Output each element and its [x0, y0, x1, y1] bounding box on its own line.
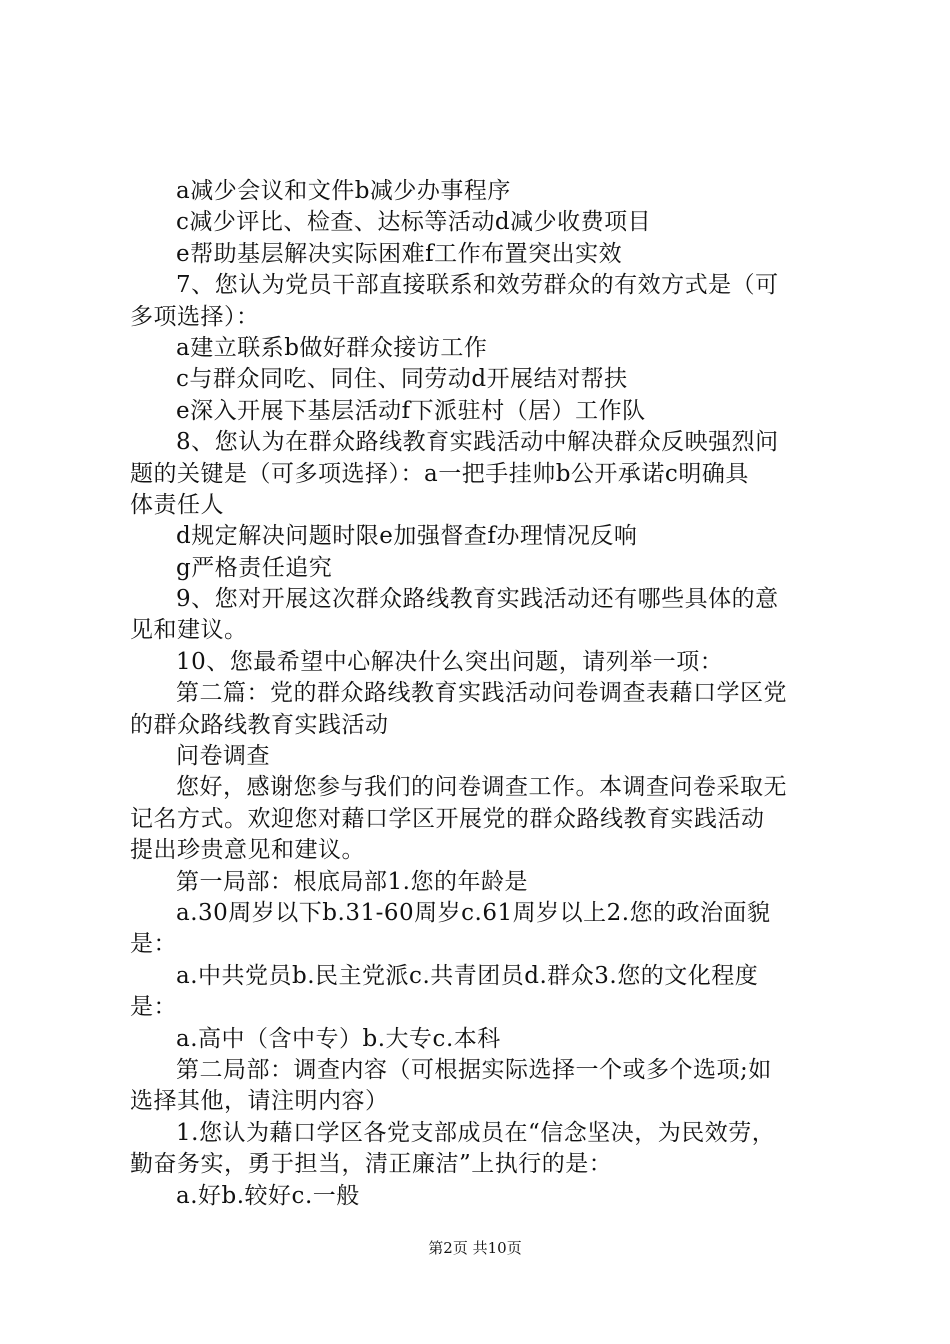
text-line: c减少评比、检查、达标等活动d减少收费项目 [176, 209, 652, 236]
text-line: d规定解决问题时限e加强督查f办理情况反响 [176, 523, 638, 550]
text-line: 多项选择）： [130, 303, 260, 330]
text-line: 9、您对开展这次群众路线教育实践活动还有哪些具体的意 [176, 586, 779, 613]
text-line: 1.您认为藉口学区各党支部成员在“信念坚决，为民效劳， [176, 1119, 776, 1146]
text-line: a减少会议和文件b减少办事程序 [176, 178, 511, 204]
text-line: 8、您认为在群众路线教育实践活动中解决群众反映强烈问 [176, 429, 779, 456]
text-line: e帮助基层解决实际困难f工作布置突出实效 [176, 240, 623, 267]
text-line: 题的关键是（可多项选择）：a一把手挂帅b公开承诺c明确具 [130, 460, 749, 487]
text-line: a.好b.较好c.一般 [176, 1182, 360, 1209]
text-line: 提出珍贵意见和建议。 [130, 837, 365, 864]
page-footer: 第2页 共10页 [428, 1239, 522, 1257]
text-line: 勤奋务实，勇于担当，清正廉洁”上执行的是： [130, 1151, 613, 1178]
text-line: a建立联系b做好群众接访工作 [176, 334, 488, 361]
text-line: 第二局部：调查内容（可根据实际选择一个或多个选项;如 [176, 1056, 772, 1083]
text-line: 是： [130, 994, 177, 1021]
text-line: 记名方式。欢迎您对藉口学区开展党的群众路线教育实践活动 [130, 805, 765, 832]
text-line: 问卷调查 [176, 743, 270, 770]
text-line: 的群众路线教育实践活动 [130, 711, 389, 738]
text-line: g严格责任追究 [176, 554, 333, 581]
text-line: 第一局部：根底局部1.您的年龄是 [176, 868, 528, 895]
text-line: 是： [130, 931, 177, 958]
text-line: a.高中（含中专）b.大专c.本科 [176, 1025, 501, 1052]
document-body [130, 176, 835, 1212]
text-line: 见和建议。 [130, 617, 248, 644]
text-line: 体责任人 [130, 491, 224, 518]
text-line: a.30周岁以下b.31-60周岁c.61周岁以上2.您的政治面貌 [176, 899, 771, 926]
text-line: 10、您最希望中心解决什么突出问题，请列举一项： [176, 648, 724, 675]
text-line: e深入开展下基层活动f下派驻村（居）工作队 [176, 397, 646, 424]
text-line: 7、您认为党员干部直接联系和效劳群众的有效方式是（可 [176, 272, 779, 299]
text-line: 选择其他，请注明内容） [130, 1088, 389, 1115]
text-line: 您好，感谢您参与我们的问卷调查工作。本调查问卷采取无 [176, 774, 787, 801]
text-line: a.中共党员b.民主党派c.共青团员d.群众3.您的文化程度 [176, 962, 759, 989]
text-line: 第二篇：党的群众路线教育实践活动问卷调查表藉口学区党 [176, 680, 787, 707]
text-line: c与群众同吃、同住、同劳动d开展结对帮扶 [176, 366, 628, 393]
